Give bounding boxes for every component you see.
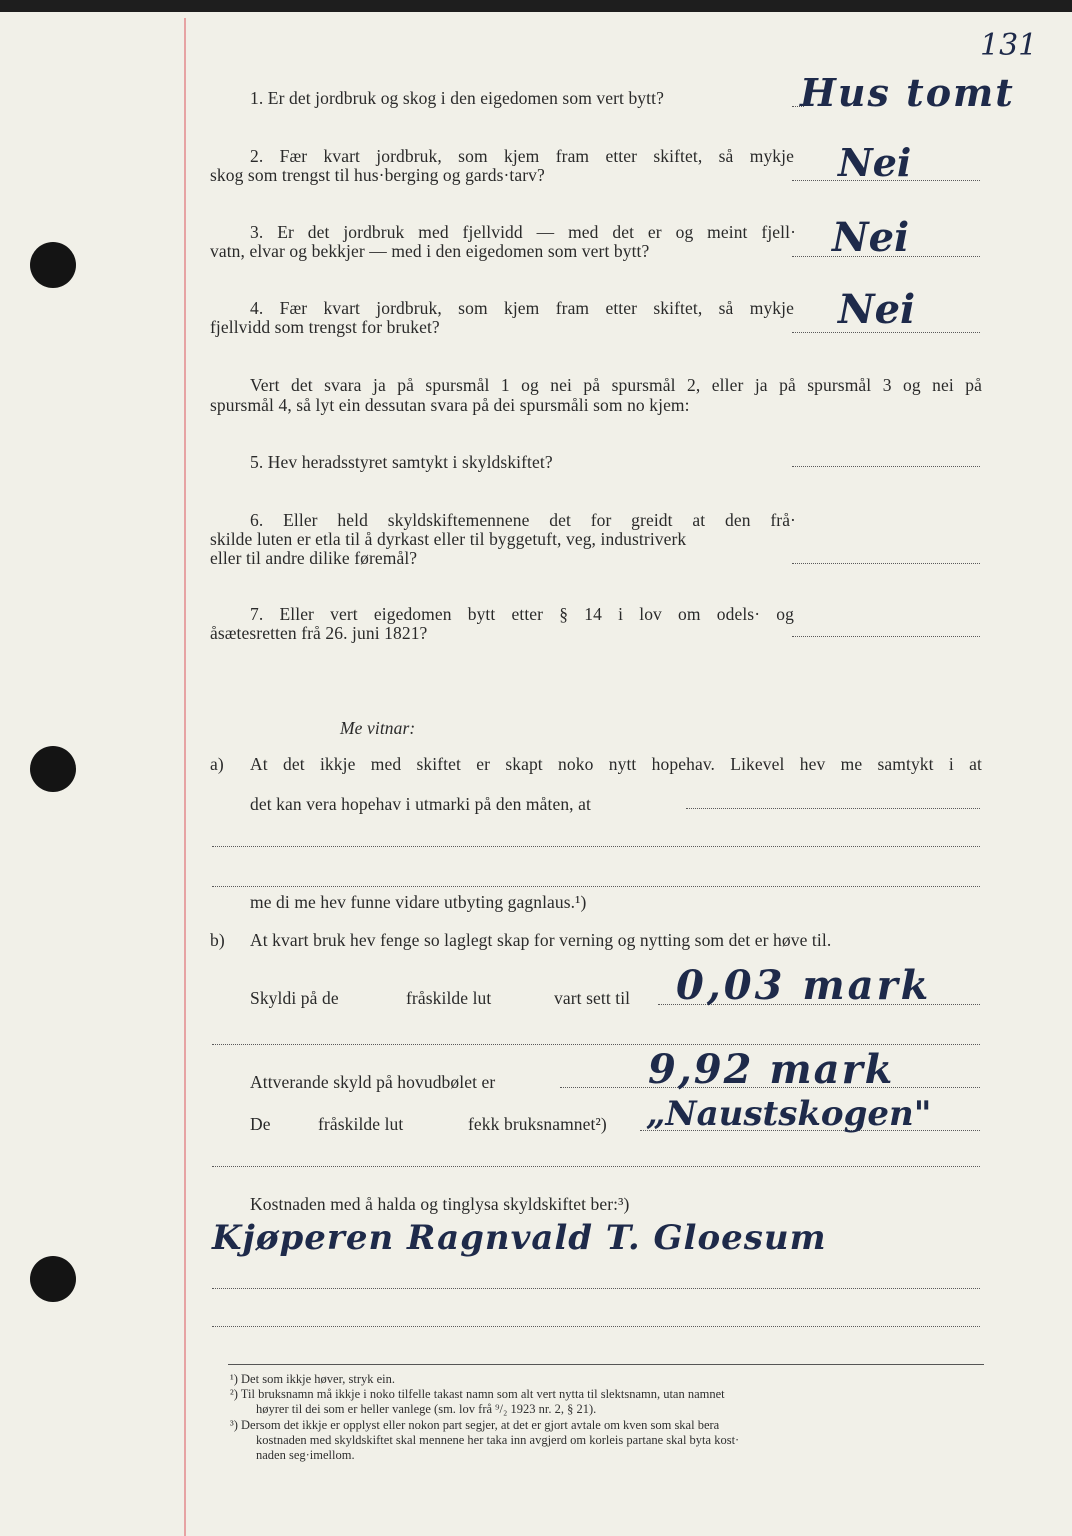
punch-hole-top	[30, 242, 76, 288]
answer-1-handwritten: Hus tomt	[800, 70, 1015, 115]
name-label-part-2: fråskilde lut	[318, 1114, 404, 1134]
cost-line-3	[212, 1326, 980, 1327]
answer-line-6	[792, 563, 980, 564]
remaining-skyld-handwritten: 9,92 mark	[648, 1046, 895, 1093]
question-3-line-1: 3. Er det jordbruk med fjellvidd — med det er og meint fjell·	[250, 222, 796, 242]
footnote-2-line-1: ²) Til bruksnamn må ikkje i noko tilfelle takast namn som alt vert nytta til slektsnamn, utan namnet	[230, 1387, 725, 1401]
item-b-line-1: At kvart bruk hev fenge so laglegt skap for verning og nytting som det er høve til.	[250, 930, 832, 950]
skyld-label-part-1: Skyldi på de	[250, 988, 339, 1008]
skyld-label-part-2: fråskilde lut	[406, 988, 492, 1008]
footnote-3-line-2: kostnaden med skyldskiftet skal mennene her taka inn avgjerd om korleis partane skal byta kost·	[256, 1433, 740, 1447]
scan-top-edge	[0, 0, 1072, 12]
intro-line-1: Vert det svara ja på spursmål 1 og nei på spursmål 2, eller ja på spursmål 3 og nei på	[250, 375, 982, 395]
name-label-part-3: fekk bruksnamnet²)	[468, 1114, 607, 1134]
farm-name-handwritten: „Naustskogen"	[646, 1094, 932, 1134]
question-2-line-2: skog som trengst til hus·berging og gards·tarv?	[210, 165, 545, 185]
cost-payer-handwritten: Kjøperen Ragnvald T. Gloesum	[212, 1218, 827, 1258]
skyld-label-part-3: vart sett til	[554, 988, 631, 1008]
question-4-line-2: fjellvidd som trengst for bruket?	[210, 317, 440, 337]
answer-2-handwritten: Nei	[838, 140, 912, 185]
question-2-line-1: 2. Fær kvart jordbruk, som kjem fram etter skiftet, så mykje	[250, 146, 794, 166]
question-6-line-2: skilde luten er etla til å dyrkast eller til byggetuft, veg, industriverk	[210, 529, 687, 549]
farm-name-extra-line	[212, 1166, 980, 1167]
item-a-line-1: At det ikkje med skiftet er skapt noko nytt hopehav. Likevel hev me samtykt i at	[250, 754, 982, 774]
answer-line-7	[792, 636, 980, 637]
margin-rule	[184, 18, 186, 1536]
item-b-label: b)	[210, 930, 225, 950]
answer-3-handwritten: Nei	[832, 214, 910, 261]
intro-line-2: spursmål 4, så lyt ein dessutan svara på dei spursmåli som no kjem:	[210, 395, 690, 415]
question-1: 1. Er det jordbruk og skog i den eigedomen som vert bytt?	[250, 88, 664, 108]
witness-heading: Me vitnar:	[340, 718, 416, 738]
footnote-3-line-1: ³) Dersom det ikkje er opplyst eller nokon part segjer, at det er gjort avtale om kven som skal bera	[230, 1418, 720, 1432]
question-5: 5. Hev heradsstyret samtykt i skyldskiftet?	[250, 452, 553, 472]
question-4-line-1: 4. Fær kvart jordbruk, som kjem fram etter skiftet, så mykje	[250, 298, 794, 318]
remaining-skyld-label: Attverande skyld på hovudbølet er	[250, 1072, 496, 1092]
answer-4-handwritten: Nei	[838, 286, 916, 333]
skyld-value-handwritten: 0,03 mark	[676, 962, 932, 1009]
punch-hole-bottom	[30, 1256, 76, 1302]
name-label-part-1: De	[250, 1114, 271, 1134]
item-a-fill-line-1	[686, 808, 980, 809]
item-a-fill-line-3	[212, 886, 980, 887]
punch-hole-middle	[30, 746, 76, 792]
footnote-3-line-3: naden seg·imellom.	[256, 1448, 355, 1462]
question-7-line-2: åsætesretten frå 26. juni 1821?	[210, 623, 428, 643]
item-a-line-3: me di me hev funne vidare utbyting gagnlaus.¹)	[250, 892, 587, 912]
question-6-line-1: 6. Eller held skyldskiftemennene det for greidt at den frå·	[250, 510, 796, 530]
footnote-2-line-2: høyrer til dei som er heller vanlege (sm. lov frå ⁹/₂ 1923 nr. 2, § 21).	[256, 1402, 597, 1416]
question-3-line-2: vatn, elvar og bekkjer — med i den eigedomen som vert bytt?	[210, 241, 650, 261]
cost-line-2	[212, 1288, 980, 1289]
skyld-extra-line	[212, 1044, 980, 1045]
answer-line-5	[792, 466, 980, 467]
cost-label: Kostnaden med å halda og tinglysa skyldskiftet ber:³)	[250, 1194, 630, 1214]
item-a-fill-line-2	[212, 846, 980, 847]
item-a-label: a)	[210, 754, 224, 774]
page-number: 131	[980, 28, 1038, 63]
question-6-line-3: eller til andre dilike føremål?	[210, 548, 418, 568]
item-a-line-2: det kan vera hopehav i utmarki på den måten, at	[250, 794, 591, 814]
footnote-separator	[228, 1364, 984, 1365]
question-7-line-1: 7. Eller vert eigedomen bytt etter § 14 i lov om odels· og	[250, 604, 794, 624]
footnote-1: ¹) Det som ikkje høver, stryk ein.	[230, 1372, 396, 1386]
